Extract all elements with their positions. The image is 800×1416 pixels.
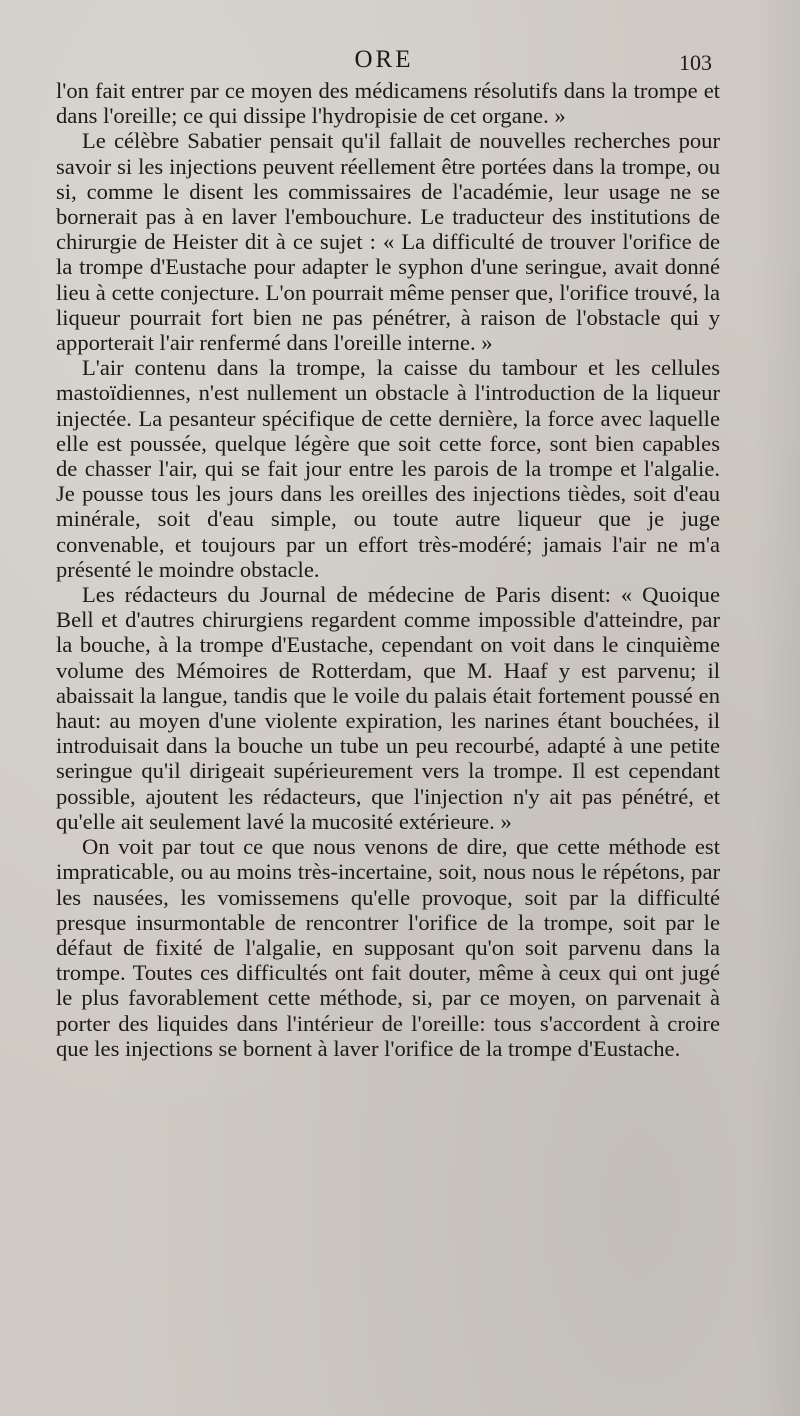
- paragraph-conclusion: On voit par tout ce que nous venons de dire, que cette méthode est impraticable, ou au moins très-incertaine, soit, nous nous le répétons, par les nausées, les vomissemens qu'elle provoque, soit par la difficulté presque insurmontable de rencontrer l'orifice de la trompe, soit par le défaut de fixité de l'algalie, en supposant qu'on soit parvenu dans la trompe. Toutes ces difficultés ont fait douter, même à ceux qui ont jugé le plus favorablement cette méthode, si, par ce moyen, on parvenait à porter des liquides dans l'intérieur de l'oreille: tous s'accordent à croire que les injections se bornent à laver l'orifice de la trompe d'Eustache.: [56, 834, 720, 1061]
- page-edge-shadow: [754, 0, 800, 1416]
- paragraph-continuation: l'on fait entrer par ce moyen des médicamens résolutifs dans la trompe et dans l'oreille; ce qui dissipe l'hydropisie de cet organe. »: [56, 78, 720, 129]
- page-header: [56, 46, 712, 82]
- page-number: 103: [679, 50, 712, 75]
- paragraph-journal-medecine: Les rédacteurs du Journal de médecine de Paris disent: « Quoique Bell et d'autres chirurgiens regardent comme impossible d'atteindre, par la bouche, à la trompe d'Eustache, cependant on voit dans le cinquième volume des Mémoires de Rotterdam, que M. Haaf y est parvenu; il abaissait la langue, tandis que le voile du palais était fortement poussé en haut: au moyen d'une violente expiration, les narines étant bouchées, il introduisait dans la bouche un tube un peu recourbé, adapté à une petite seringue qu'il dirigeait supérieurement vers la trompe. Il est cependant possible, ajoutent les rédacteurs, que l'injection n'y ait pas pénétré, et qu'elle ait seulement lavé la mucosité extérieure. »: [56, 582, 720, 834]
- paragraph-sabatier: Le célèbre Sabatier pensait qu'il fallait de nouvelles recherches pour savoir si les injections peuvent réellement être portées dans la trompe, ou si, comme le disent les commissaires de l'académie, leur usage ne se bornerait pas à en laver l'embouchure. Le traducteur des institutions de chirurgie de Heister dit à ce sujet : « La difficulté de trouver l'orifice de la trompe d'Eustache pour adapter le syphon d'une seringue, avait donné lieu à cette conjecture. L'on pourrait même penser que, l'orifice trouvé, la liqueur pourrait fort bien ne pas pénétrer, à raison de l'obstacle qui y apporterait l'air renfermé dans l'oreille interne. »: [56, 128, 720, 356]
- body-text: [56, 78, 720, 1061]
- paragraph-air-trompe: L'air contenu dans la trompe, la caisse du tambour et les cellules mastoïdiennes, n'est nullement un obstacle à l'introduction de la liqueur injectée. La pesanteur spécifique de cette dernière, la force avec laquelle elle est poussée, quelque légère que soit cette force, sont bien capables de chasser l'air, qui se fait jour entre les parois de la trompe et l'algalie. Je pousse tous les jours dans les oreilles des injections tièdes, soit d'eau minérale, soit d'eau simple, ou toute autre liqueur que je juge convenable, et toujours par un effort très-modéré; jamais l'air ne m'a présenté le moindre obstacle.: [56, 355, 720, 582]
- running-head: ORE: [354, 46, 414, 73]
